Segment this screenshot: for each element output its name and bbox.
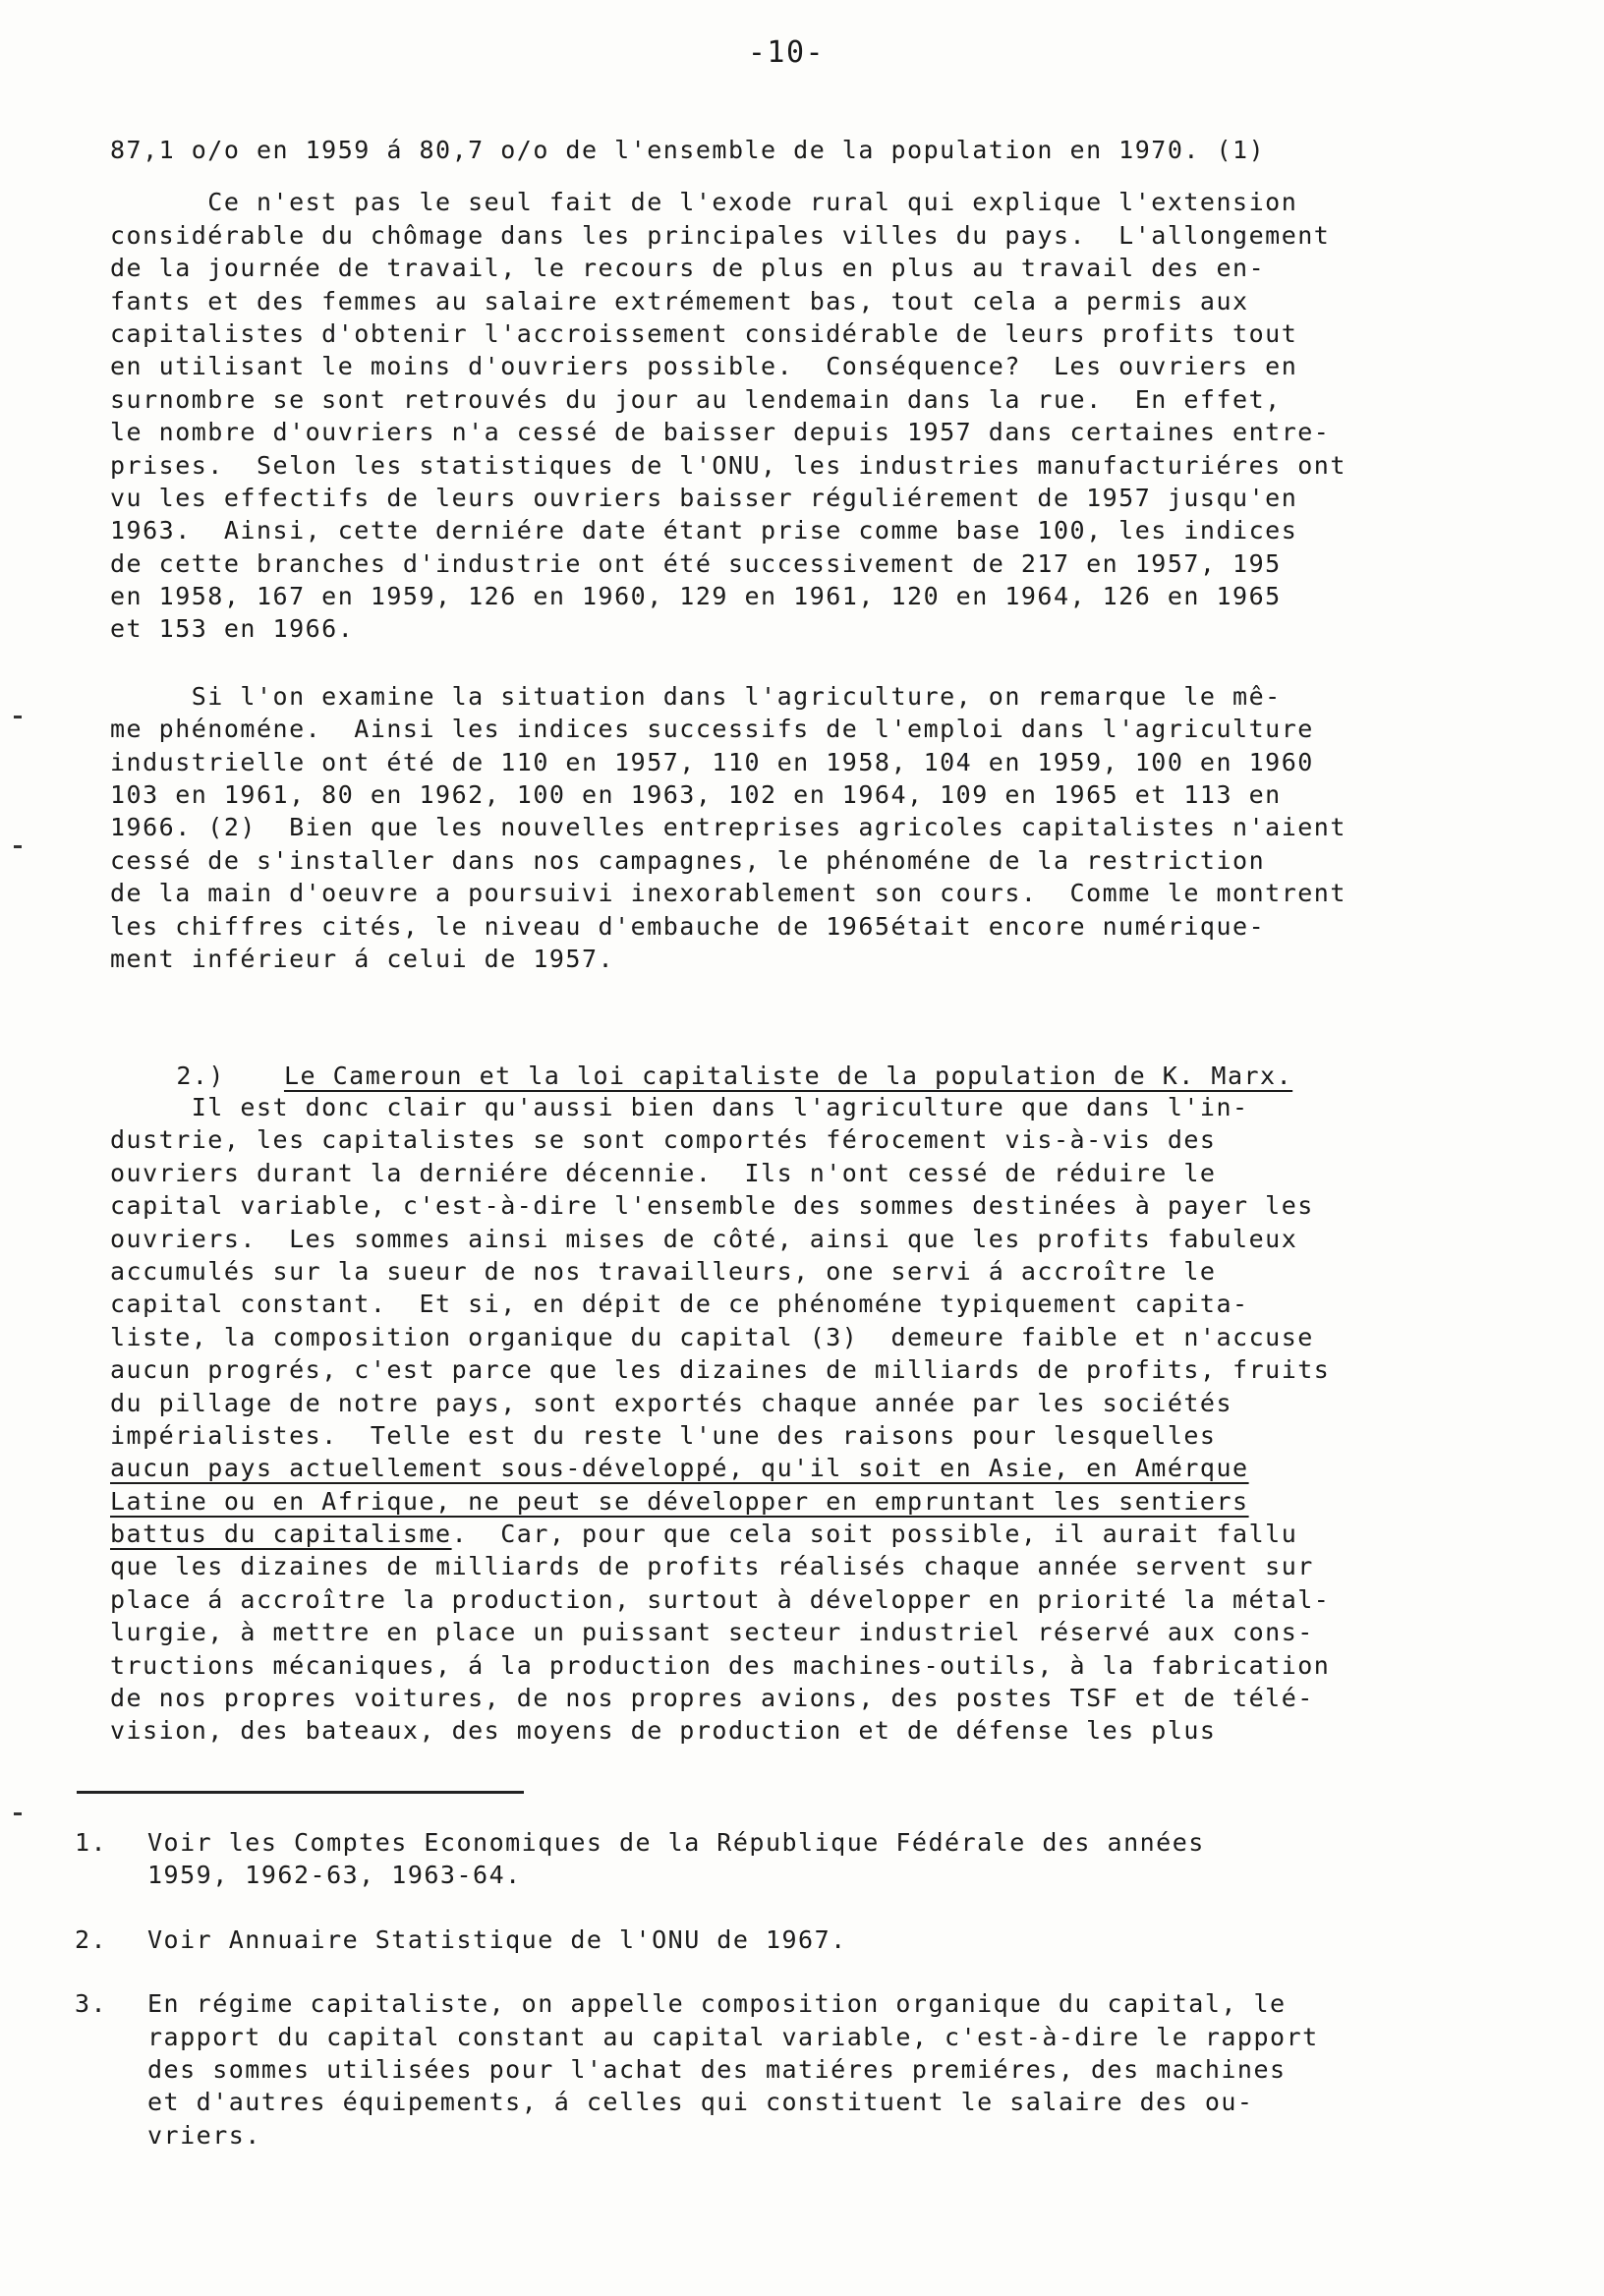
text-line: lurgie, à mettre en place un puissant secteur industriel réservé aux cons- — [110, 1618, 1314, 1647]
text-line: fants et des femmes au salaire extrémement bas, tout cela a permis aux — [110, 286, 1249, 316]
text-line: impérialistes. Telle est du reste l'une des raisons pour lesquelles — [110, 1420, 1217, 1450]
text-line: capital constant. Et si, en dépit de ce phénoméne typiquement capita- — [110, 1290, 1249, 1319]
blank-line — [110, 646, 1457, 680]
section-number: 2.) — [176, 1062, 225, 1091]
footnotes — [75, 1826, 1470, 2152]
text-line: vision, des bateaux, des moyens de production et de défense les plus — [110, 1716, 1217, 1746]
text-line: dustrie, les capitalistes se sont comportés férocement vis-à-vis des — [110, 1125, 1217, 1155]
footnote-line: vriers. — [147, 2120, 261, 2150]
footnote-number: 3. — [75, 1989, 108, 2019]
text-line: place á accroître la production, surtout à développer en priorité la métal- — [110, 1584, 1331, 1614]
text-line — [110, 1452, 1457, 1484]
text-line: et 153 en 1966. — [110, 614, 355, 644]
text-line: cessé de s'installer dans nos campagnes, le phénoméne de la restriction — [110, 845, 1266, 875]
text-line: surnombre se sont retrouvés du jour au lendemain dans la rue. En effet, — [110, 384, 1282, 414]
body-block-b — [110, 1091, 1457, 1748]
footnote-number: 1. — [75, 1828, 108, 1857]
text-line: le nombre d'ouvriers n'a cessé de baisser depuis 1957 dans certaines entre- — [110, 418, 1331, 447]
text-line: industrielle ont été de 110 en 1957, 110 en 1958, 104 en 1959, 100 en 1960 — [110, 747, 1314, 776]
text-line: en utilisant le moins d'ouvriers possible. Conséquence? Les ouvriers en — [110, 352, 1298, 381]
text-line: 87,1 o/o en 1959 á 80,7 o/o de l'ensemble de la population en 1970. (1) — [110, 136, 1266, 164]
text-line: me phénoméne. Ainsi les indices successifs de l'emploi dans l'agriculture — [110, 715, 1314, 744]
text-line: prises. Selon les statistiques de l'ONU, les industries manufacturiéres ont — [110, 450, 1346, 480]
footnote-line: 3. En régime capitaliste, on appelle composition organique du capital, le — [75, 1987, 1470, 2020]
text-line: aucun progrés, c'est parce que les dizaines de milliards de profits, fruits — [110, 1355, 1331, 1385]
footnote-number: 2. — [75, 1924, 108, 1954]
text-line: 103 en 1961, 80 en 1962, 100 en 1963, 102 en 1964, 109 en 1965 et 113 en — [110, 780, 1282, 810]
text-line: de nos propres voitures, de nos propres avions, des postes TSF et de télé- — [110, 1684, 1314, 1713]
body-block-a — [110, 134, 1457, 975]
underlined-phrase: battus du capitalisme — [110, 1520, 452, 1549]
footnote-line: 1. Voir les Comptes Economiques de la République Fédérale des années — [75, 1826, 1470, 1859]
text-line — [110, 1518, 1457, 1550]
text-line: vu les effectifs de leurs ouvriers baisser réguliérement de 1957 jusqu'en — [110, 483, 1298, 512]
text-line: liste, la composition organique du capital (3) demeure faible et n'accuse — [110, 1322, 1314, 1351]
footnote-separator — [77, 1791, 524, 1794]
text-line: de cette branches d'industrie ont été successivement de 217 en 1957, 195 — [110, 548, 1282, 578]
text-line: tructions mécaniques, á la production des machines-outils, à la fabrication — [110, 1650, 1331, 1680]
footnote-line: 1959, 1962-63, 1963-64. — [147, 1861, 522, 1890]
text-line: accumulés sur la sueur de nos travailleurs, one servi á accroître le — [110, 1256, 1217, 1286]
blank-line — [110, 166, 1457, 186]
underlined-phrase: Latine ou en Afrique, ne peut se développer en empruntant les sentiers — [110, 1486, 1249, 1516]
scan-mark — [14, 1812, 22, 1815]
text-line: capital variable, c'est-à-dire l'ensemble des sommes destinées à payer les — [110, 1191, 1314, 1221]
page-number: -10- — [747, 35, 826, 70]
text-line: 1963. Ainsi, cette derniére date étant prise comme base 100, les indices — [110, 516, 1298, 545]
text-line: 1966. (2) Bien que les nouvelles entreprises agricoles capitalistes n'aient — [110, 813, 1346, 842]
footnote-line: et d'autres équipements, á celles qui constituent le salaire des ou- — [147, 2088, 1254, 2117]
text-line: ment inférieur á celui de 1957. — [110, 944, 615, 973]
text-line: ouvriers. Les sommes ainsi mises de côté, ainsi que les profits fabuleux — [110, 1224, 1298, 1253]
footnote-line: 2. Voir Annuaire Statistique de l'ONU de 1967. — [75, 1923, 1470, 1956]
text-line: les chiffres cités, le niveau d'embauche de 1965était encore numérique- — [110, 911, 1266, 941]
text-line: en 1958, 167 en 1959, 126 en 1960, 129 en 1961, 120 en 1964, 126 en 1965 — [110, 582, 1282, 611]
section-heading — [79, 1027, 1425, 1091]
text-line: Si l'on examine la situation dans l'agriculture, on remarque le mê- — [110, 681, 1282, 711]
text-line: ouvriers durant la derniére décennie. Ils n'ont cessé de réduire le — [110, 1158, 1217, 1187]
text-line — [110, 1485, 1457, 1518]
text-line: du pillage de notre pays, sont exportés chaque année par les sociétés — [110, 1388, 1233, 1417]
text-line: que les dizaines de milliards de profits réalisés chaque année servent sur — [110, 1552, 1314, 1581]
footnote-line: rapport du capital constant au capital variable, c'est-à-dire le rapport — [147, 2022, 1319, 2051]
underlined-phrase: aucun pays actuellement sous-développé, qu'il soit en Asie, en Amérque — [110, 1454, 1249, 1483]
text-line: considérable du chômage dans les principales villes du pays. L'allongement — [110, 220, 1331, 250]
text-line: de la journée de travail, le recours de plus en plus au travail des en- — [110, 254, 1266, 283]
scan-mark — [14, 716, 22, 718]
text-line: de la main d'oeuvre a poursuivi inexorablement son cours. Comme le montrent — [110, 879, 1346, 908]
section-title: Le Cameroun et la loi capitaliste de la population de K. Marx. — [283, 1062, 1293, 1091]
text-line: Il est donc clair qu'aussi bien dans l'agriculture que dans l'in- — [110, 1093, 1249, 1121]
footnote-line: des sommes utilisées pour l'achat des matiéres premiéres, des machines — [147, 2054, 1287, 2084]
scan-mark — [14, 845, 22, 848]
text-run: . Car, pour que cela soit possible, il aurait fallu — [451, 1520, 1298, 1549]
text-line: Ce n'est pas le seul fait de l'exode rural qui explique l'extension — [110, 188, 1298, 217]
text-line: capitalistes d'obtenir l'accroissement considérable de leurs profits tout — [110, 318, 1298, 348]
